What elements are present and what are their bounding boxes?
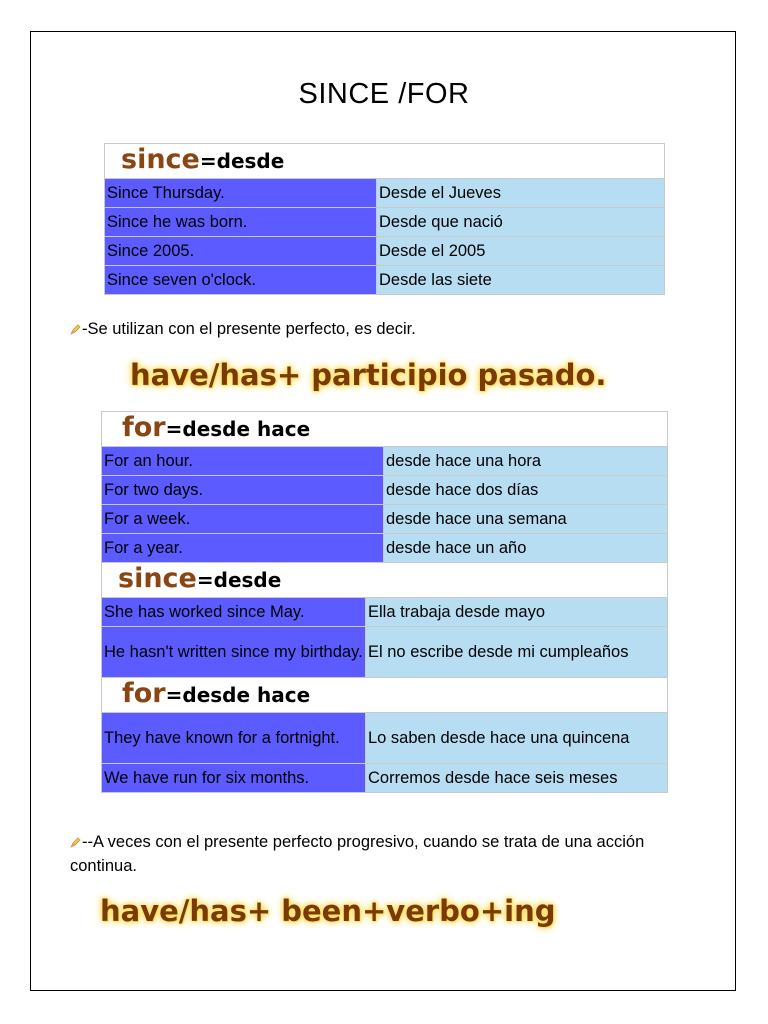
since-table bbox=[104, 143, 665, 295]
english-cell: Since he was born. bbox=[105, 208, 377, 237]
english-cell: Since Thursday. bbox=[105, 179, 377, 208]
note-progressive bbox=[70, 830, 660, 878]
spanish-cell: Desde el 2005 bbox=[377, 237, 665, 266]
table-row bbox=[102, 627, 668, 678]
english-cell: Since 2005. bbox=[105, 237, 377, 266]
pencil-icon bbox=[70, 318, 82, 330]
for-meaning: =desde hace bbox=[165, 416, 311, 441]
spanish-cell: Lo saben desde hace una quincena bbox=[366, 713, 668, 764]
table-row bbox=[105, 237, 665, 266]
for-meaning: =desde hace bbox=[165, 682, 311, 707]
for-header-row bbox=[102, 678, 668, 713]
table-row bbox=[105, 179, 665, 208]
note-text: --A veces con el presente perfecto progresivo, cuando se trata de una acción continua. bbox=[70, 833, 645, 875]
since-header-row bbox=[105, 144, 665, 179]
since-keyword: since bbox=[118, 562, 197, 594]
english-cell: Since seven o'clock. bbox=[105, 266, 377, 295]
formula-present-perfect: have/has+ participio pasado. bbox=[130, 358, 607, 392]
page-title: SINCE /FOR bbox=[298, 78, 470, 110]
for-header bbox=[102, 412, 668, 447]
spanish-cell: Desde las siete bbox=[377, 266, 665, 295]
table-row bbox=[102, 713, 668, 764]
table-row bbox=[102, 534, 668, 563]
for-header bbox=[102, 678, 668, 713]
formula-progressive: have/has+ been+verbo+ing bbox=[100, 894, 556, 928]
for-keyword: for bbox=[122, 411, 166, 443]
table-row bbox=[102, 447, 668, 476]
for-since-table bbox=[101, 411, 668, 793]
english-cell: For an hour. bbox=[102, 447, 384, 476]
since-header-row bbox=[102, 563, 668, 598]
english-cell: He hasn't written since my birthday. bbox=[102, 627, 366, 678]
for-header-row bbox=[102, 412, 668, 447]
english-cell: She has worked since May. bbox=[102, 598, 366, 627]
since-meaning: =desde bbox=[196, 567, 282, 592]
since-keyword: since bbox=[121, 143, 200, 175]
spanish-cell: Desde que nació bbox=[377, 208, 665, 237]
table-row bbox=[105, 266, 665, 295]
spanish-cell: Desde el Jueves bbox=[377, 179, 665, 208]
english-cell: For two days. bbox=[102, 476, 384, 505]
since-header bbox=[105, 144, 665, 179]
english-cell: They have known for a fortnight. bbox=[102, 713, 366, 764]
note-text: -Se utilizan con el presente perfecto, es decir. bbox=[82, 320, 416, 338]
english-cell: We have run for six months. bbox=[102, 764, 366, 793]
spanish-cell: El no escribe desde mi cumpleaños bbox=[366, 627, 668, 678]
spanish-cell: desde hace dos días bbox=[384, 476, 668, 505]
pencil-icon bbox=[70, 831, 82, 843]
table-row bbox=[102, 764, 668, 793]
english-cell: For a week. bbox=[102, 505, 384, 534]
since-header bbox=[102, 563, 668, 598]
note-present-perfect bbox=[70, 317, 416, 341]
spanish-cell: Corremos desde hace seis meses bbox=[366, 764, 668, 793]
spanish-cell: desde hace una semana bbox=[384, 505, 668, 534]
english-cell: For a year. bbox=[102, 534, 384, 563]
since-meaning: =desde bbox=[199, 148, 285, 173]
spanish-cell: desde hace un año bbox=[384, 534, 668, 563]
table-row bbox=[102, 598, 668, 627]
table-row bbox=[102, 476, 668, 505]
for-keyword: for bbox=[122, 677, 166, 709]
table-row bbox=[105, 208, 665, 237]
spanish-cell: desde hace una hora bbox=[384, 447, 668, 476]
table-row bbox=[102, 505, 668, 534]
spanish-cell: Ella trabaja desde mayo bbox=[366, 598, 668, 627]
